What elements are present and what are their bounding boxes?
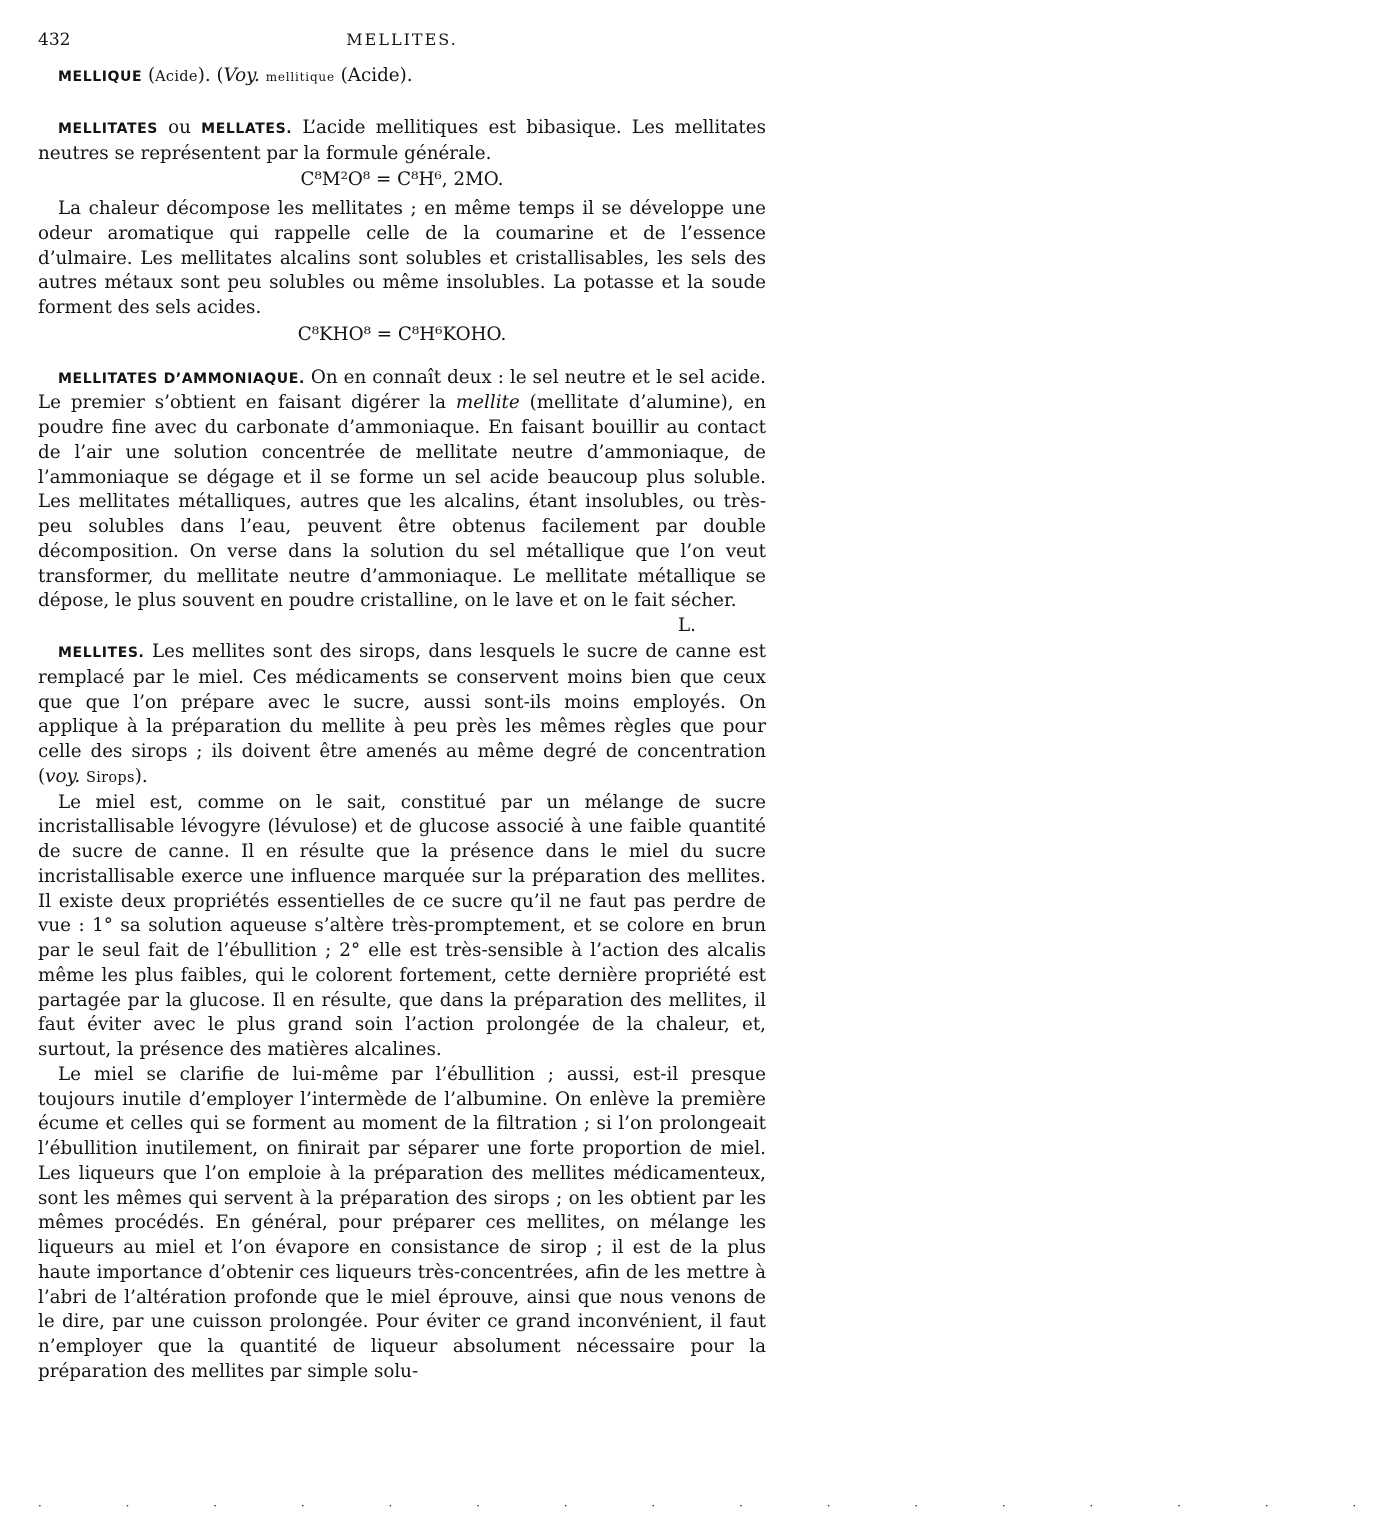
page-number: 432 bbox=[38, 30, 71, 50]
headword-mellitates: MELLITATES bbox=[58, 120, 158, 137]
formula-acid-salt: C⁸KHO⁸ = C⁸H⁶KOHO. bbox=[297, 323, 507, 345]
entry-mellitates-ammoniaque: MELLITATES D’AMMONIAQUE. On en connaît deux : le sel neutre et le sel acide. Le premier s’obtient en faisant digérer la mellite (mellitate d’alumine), en poudre fine avec du carbonate d’ammoniaque. En faisant bouillir au contact de l’air une solution concentrée de mellitate neutre d’ammoniaque, de l’ammoniaque se dégage et il se forme un sel acide beaucoup plus soluble. Les mellitates métalliques, autres que les alcalins, étant insolubles, ou très-peu solubles dans l’eau, peuvent être obtenus facilement par double décomposition. On verse dans la solution du sel métallique que l’on veut transformer, du mellitate neutre d’ammoniaque. Le mellitate métallique se dépose, le plus souvent en poudre cristalline, on le lave et on le fait sécher. L. bbox=[38, 366, 766, 615]
entry-mellitates: MELLITATES ou MELLATES. L’acide mellitiques est bibasique. Les mellitates neutres se représentent par la formule générale. bbox=[38, 116, 766, 164]
headword-mellites: MELLITES. bbox=[58, 645, 145, 661]
bottom-dots: · · · · · · · · · · · · · · · · bbox=[38, 1499, 1396, 1513]
paragraph-mellites-3: Le miel se clarifie de lui-même par l’ébullition ; aussi, est-il presque toujours inutile d’employer l’intermède de l’albumine. On enlève la première écume et celles qui se forment au moment de la filtration ; si l’on prolongeait l’ébullition inutilement, on finirait par séparer une forte proportion de miel. Les liqueurs que l’on emploie à la préparation des mellites médicamenteux, sont les mêmes qui servent à la préparation des sirops ; on les obtient par les mêmes procédés. En général, pour préparer ces mellites, on mélange les liqueurs au miel et l’on évapore en consistance de sirop ; il est de la plus haute importance d’obtenir ces liqueurs très-concentrées, afin de les mettre à l’abri de l’altération profonde que le miel éprouve, ainsi que nous venons de le dire, par une cuisson prolongée. Pour éviter ce grand inconvénient, il faut n’employer que la quantité de liqueur absolument nécessaire pour la préparation des mellites par simple solu- bbox=[38, 1063, 766, 1382]
headword-mellates: MELLATES. bbox=[201, 120, 293, 137]
running-head bbox=[38, 28, 766, 54]
headword-mellique: MELLIQUE bbox=[58, 69, 143, 85]
author-signature: L. bbox=[678, 615, 696, 636]
running-title: MELLITES. bbox=[346, 30, 458, 49]
paragraph-mellitates-2: La chaleur décompose les mellitates ; en même temps il se développe une odeur aromatique qui rappelle celle de la coumarine et de l’essence d’ulmaire. Les mellitates alcalins sont solubles et cristallisables, les sels des autres métaux sont peu solubles ou même insolubles. La potasse et la soude forment des sels acides. bbox=[38, 198, 766, 318]
entry-mellites: MELLITES. Les mellites sont des sirops, dans lesquels le sucre de canne est remplacé par le miel. Ces médicaments se conservent moins bien que ceux que que l’on prépare avec le sucre, aussi sont-ils moins employés. On applique à la préparation du mellite à peu près les mêmes règles que pour celle des sirops ; ils doivent être amenés au même degré de concentration (voy. Sirops). bbox=[38, 641, 766, 787]
formula-general: C⁸M²O⁸ = C⁸H⁶, 2MO. bbox=[300, 169, 504, 191]
paragraph-mellites-2: Le miel est, comme on le sait, constitué par un mélange de sucre incristallisable lévogyre (lévulose) et de glucose associé à une faible quantité de sucre de canne. Il en résulte que la présence dans le miel du sucre incristallisable exerce une influence marquée sur la préparation des mellites. Il existe deux propriétés essentielles de ce sucre qu’il ne faut pas perdre de vue : 1° sa solution aqueuse s’altère très-promptement, et se colore en brun par le seul fait de l’ébullition ; 2° elle est très-sensible à l’action des alcalis même les plus faibles, qui le colorent fortement, cette dernière propriété est partagée par la glucose. Il en résulte, que dans la préparation des mellites, il faut éviter avec le plus grand soin l’action prolongée de la chaleur, et, surtout, la présence des matières alcalines. bbox=[38, 791, 766, 1060]
headword-ammoniaque: MELLITATES D’AMMONIAQUE. bbox=[58, 370, 305, 387]
entry-mellique: MELLIQUE (Acide). (Voy. mellitique (Acide). bbox=[58, 65, 413, 86]
